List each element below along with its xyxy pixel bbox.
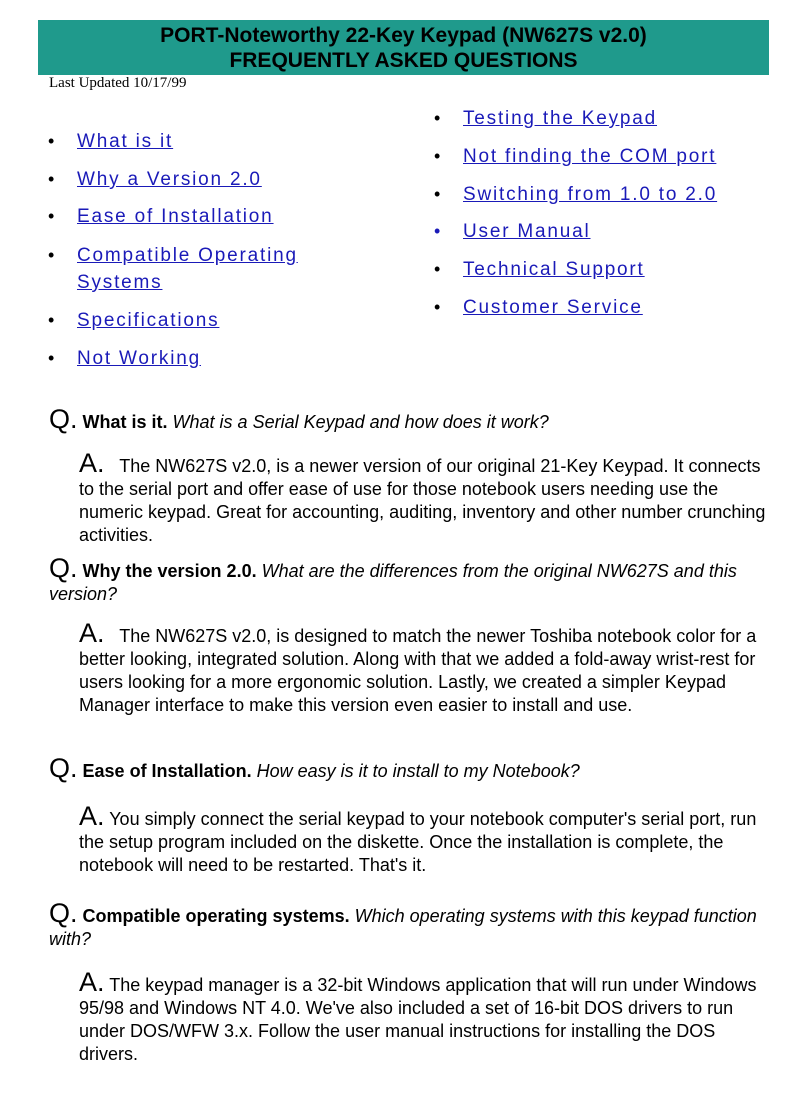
bullet-icon: • (434, 221, 441, 241)
answer-3 (79, 801, 769, 877)
a-text: You simply connect the serial keypad to your notebook computer's serial port, run the setup program included on the diskette. Once the installation is complete, the notebook will need to be restarted. That's it. (79, 809, 757, 875)
question-1 (49, 404, 769, 434)
question-3 (49, 753, 769, 783)
a-marker: A. (79, 618, 105, 648)
answer-4 (79, 967, 769, 1066)
toc-link-not-working[interactable]: Not Working (77, 348, 201, 369)
bullet-icon: • (48, 169, 55, 189)
a-marker: A. (79, 967, 105, 997)
q-title: What is it. (82, 412, 168, 432)
bullet-icon: • (48, 206, 55, 226)
bullet-icon: • (434, 259, 441, 279)
q-title: Why the version 2.0. (82, 561, 257, 581)
q-marker: Q. (49, 753, 78, 783)
toc-link-switching[interactable]: Switching from 1.0 to 2.0 (463, 184, 718, 205)
toc-link-compatible-os[interactable]: Compatible Operating Systems (77, 245, 298, 293)
bullet-icon: • (434, 297, 441, 317)
q-text: What is a Serial Keypad and how does it work? (172, 412, 549, 432)
q-text: How easy is it to install to my Notebook? (256, 761, 580, 781)
bullet-icon: • (48, 348, 55, 368)
bullet-icon: • (434, 108, 441, 128)
a-marker: A. (79, 801, 105, 831)
toc-link-customer-service[interactable]: Customer Service (463, 297, 643, 318)
q-text: Which operating systems with this keypad function with? (49, 906, 757, 949)
toc-link-why-version-2[interactable]: Why a Version 2.0 (77, 169, 262, 190)
page-title: PORT-Noteworthy 22-Key Keypad (NW627S v2.0) (160, 24, 647, 47)
q-title: Ease of Installation. (82, 761, 252, 781)
toc-link-what-is-it[interactable]: What is it (77, 131, 174, 152)
answer-2 (79, 618, 769, 717)
bullet-icon: • (48, 310, 55, 330)
q-marker: Q. (49, 898, 78, 928)
toc-link-specifications[interactable]: Specifications (77, 310, 220, 331)
bullet-icon: • (48, 131, 55, 151)
bullet-icon: • (434, 184, 441, 204)
question-4 (49, 898, 769, 951)
toc-link-testing-keypad[interactable]: Testing the Keypad (463, 108, 658, 129)
q-marker: Q. (49, 404, 78, 434)
q-marker: Q. (49, 553, 78, 583)
answer-1 (79, 448, 769, 547)
a-text: The NW627S v2.0, is a newer version of our original 21-Key Keypad. It connects to the serial port and offer ease of use for those notebook users needing use the numeric keypad. Great for accounting, auditing, inventory and other number crunching activities. (79, 456, 766, 545)
question-2 (49, 553, 769, 606)
page-subtitle: FREQUENTLY ASKED QUESTIONS (229, 49, 578, 72)
q-text: What are the differences from the original NW627S and this version? (49, 561, 737, 604)
bullet-icon: • (48, 245, 55, 265)
q-title: Compatible operating systems. (82, 906, 350, 926)
bullet-icon: • (434, 146, 441, 166)
a-marker: A. (79, 448, 105, 478)
toc-link-com-port[interactable]: Not finding the COM port (463, 146, 717, 167)
a-text: The NW627S v2.0, is designed to match the newer Toshiba notebook color for a better looking, integrated solution. Along with that we added a fold-away wrist-rest for users looking for a more ergonomic solution. Lastly, we created a simpler Keypad Manager interface to make this version even easier to install and use. (79, 626, 757, 715)
last-updated: Last Updated 10/17/99 (49, 75, 187, 91)
toc-link-ease-of-installation[interactable]: Ease of Installation (77, 206, 274, 227)
toc-link-user-manual[interactable]: User Manual (463, 221, 591, 242)
a-text: The keypad manager is a 32-bit Windows application that will run under Windows 95/98 and Windows NT 4.0. We've also included a set of 16-bit DOS drivers to run under DOS/WFW 3.x. Follow the user manual instructions for installing the DOS drivers. (79, 975, 757, 1064)
toc-link-technical-support[interactable]: Technical Support (463, 259, 645, 280)
